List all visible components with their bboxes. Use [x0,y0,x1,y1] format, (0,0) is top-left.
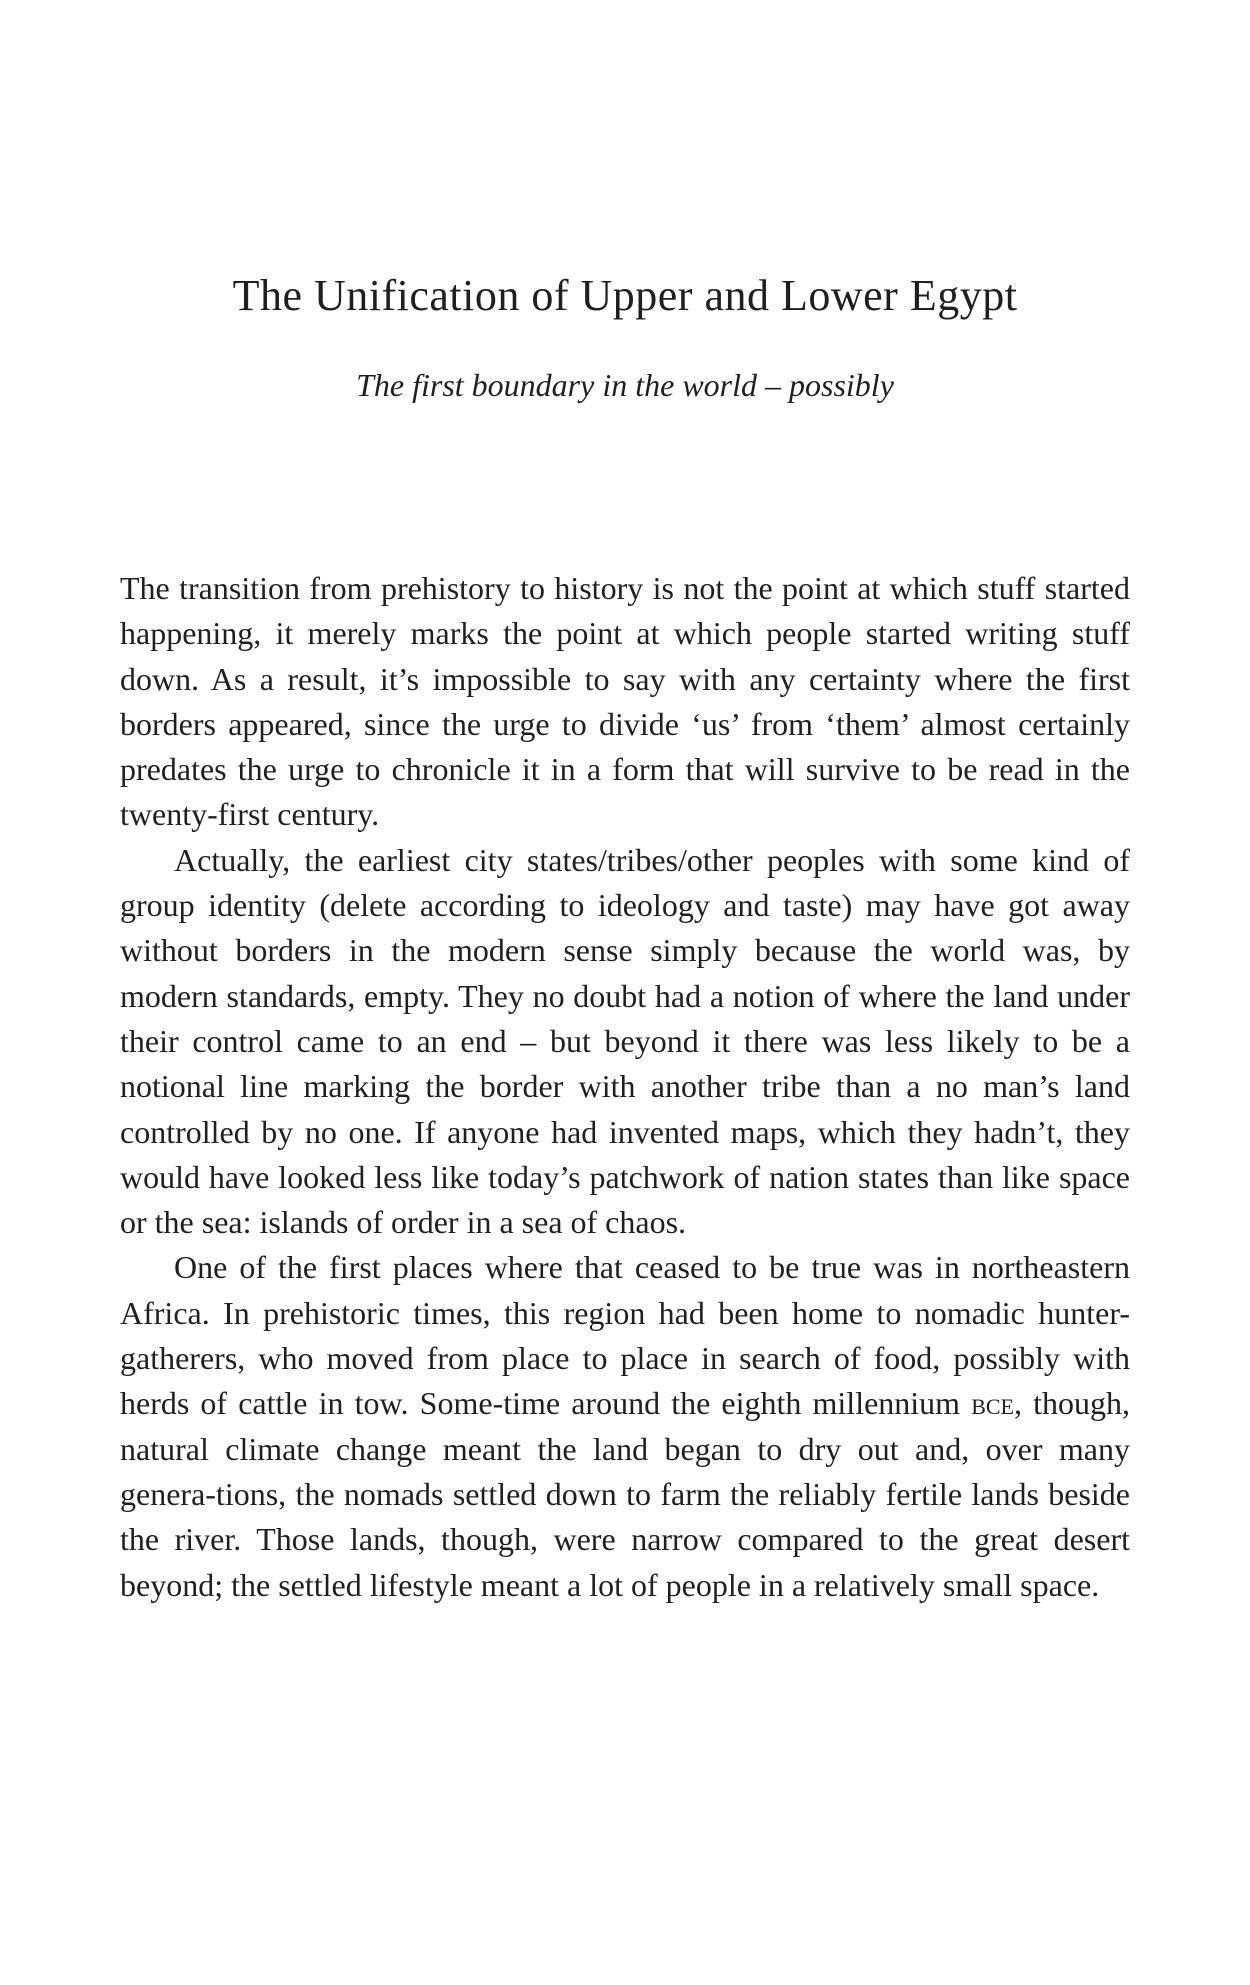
chapter-subtitle: The first boundary in the world – possibly [356,367,894,403]
paragraph-3-text-a: One of the first places where that ceased to be true was in northeastern Africa. In prehistoric times, this region had been home to nomadic hunter-gatherers, who moved from place to place in search of food, possibly with herds of cattle in tow. Some-time around the eighth millennium [120,1249,1130,1422]
paragraph-3 [120,1245,1130,1607]
paragraph-3-text-b: , though, natural climate change meant the land began to dry out and, over many genera-tions, the nomads settled down to farm the reliably fertile lands beside the river. Those lands, though, were narrow compared to the great desert beyond; the settled lifestyle meant a lot of people in a relatively small space. [120,1385,1131,1603]
paragraph-1: The transition from prehistory to history is not the point at which stuff started happening, it merely marks the point at which people started writing stuff down. As a result, it’s impossible to say with any certainty where the first borders appeared, since the urge to divide ‘us’ from ‘them’ almost certainly predates the urge to chronicle it in a form that will survive to be read in the twenty-first century. [120,570,1130,833]
era-abbreviation: bce [971,1385,1014,1422]
body-text [120,566,1130,1608]
chapter-title: The Unification of Upper and Lower Egypt [232,271,1018,320]
paragraph-2: Actually, the earliest city states/tribes/other peoples with some kind of group identity (delete according to ideology and taste) may have got away without borders in the modern sense simply because the world was, by modern standards, empty. They no doubt had a notion of where the land under their control came to an end – but beyond it there was less likely to be a notional line marking the border with another tribe than a no man’s land controlled by no one. If anyone had invented maps, which they hadn’t, they would have looked less like today’s patchwork of nation states than like space or the sea: islands of order in a sea of chaos. [120,841,1130,1241]
